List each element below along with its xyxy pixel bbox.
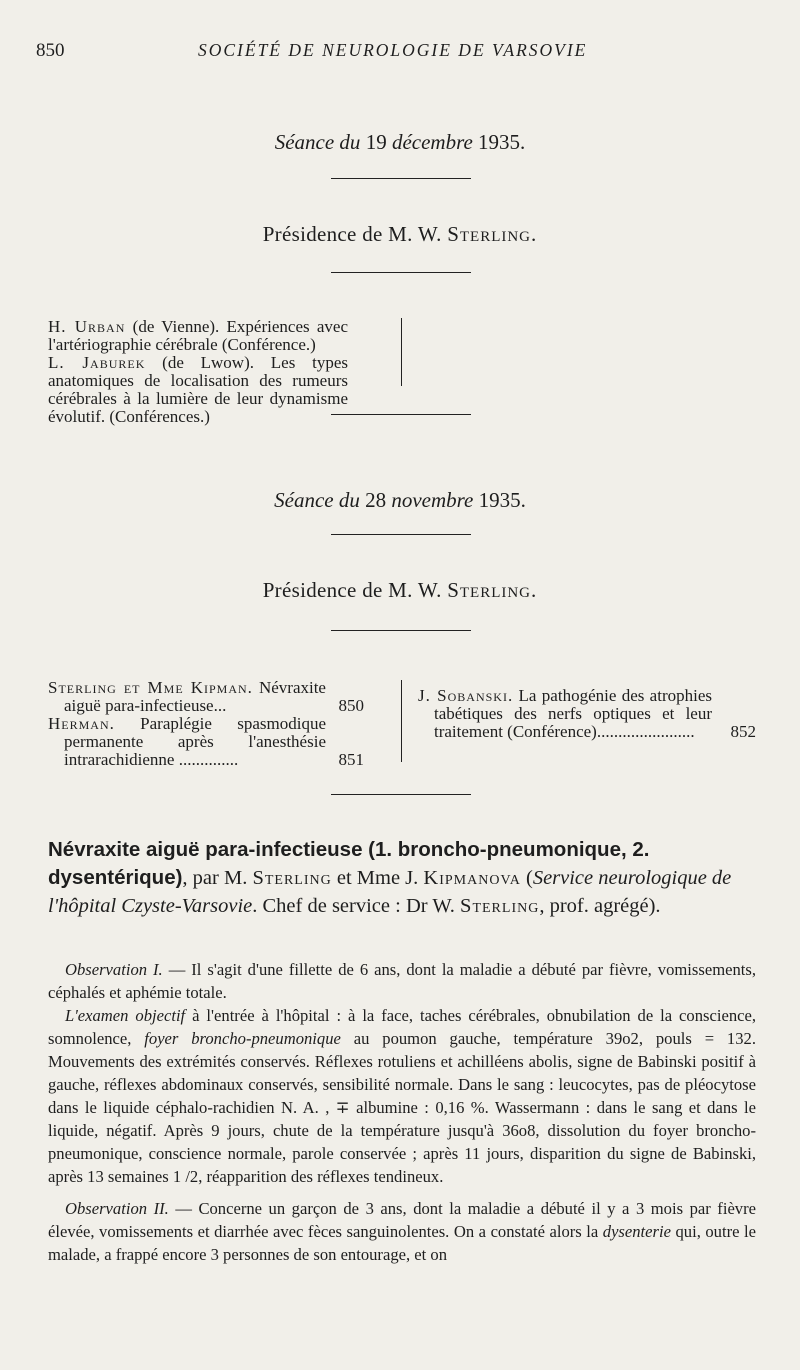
divider xyxy=(331,534,471,535)
divider xyxy=(331,794,471,795)
examen-paragraph xyxy=(48,1004,756,1188)
president-name: Sterling. xyxy=(447,222,538,246)
presidence-prefix: Présidence de M. W. xyxy=(262,578,442,602)
column-divider xyxy=(401,680,402,762)
toc-entry xyxy=(48,679,364,715)
service-open: ( xyxy=(520,867,533,889)
session-1-month: décembre xyxy=(391,130,473,154)
toc-1-entry-2-text: (de Lwow). Les types anatomiques de localisation des rumeurs cérébrales à la lumière de leur dynamisme évolutif. (Conférences.) xyxy=(48,353,348,426)
presidence-prefix: Présidence de M. W. xyxy=(262,222,442,246)
divider xyxy=(331,272,471,273)
toc-1-entry-1-author: H. Urban xyxy=(48,317,126,336)
session-2-title-prefix: Séance du xyxy=(274,488,360,512)
service-close: . Chef de service : Dr W. xyxy=(252,895,461,917)
divider xyxy=(331,178,471,179)
toc-entry-title: Paraplégie spasmodique permanente après l'anesthésie intrarachidienne .............. xyxy=(64,714,326,769)
toc-entry xyxy=(48,715,364,769)
article-title-main: Névraxite aiguë para-infectieuse (1. broncho-pneumonique, 2. dysentérique) xyxy=(48,838,650,889)
toc-entry-page: 852 xyxy=(730,722,756,741)
session-1-title xyxy=(0,130,800,155)
session-1-presidence xyxy=(0,222,800,247)
session-2-title xyxy=(0,488,800,513)
toc-entry-page: 850 xyxy=(338,696,364,715)
session-2-year: 1935. xyxy=(478,488,526,512)
page-number: 850 xyxy=(36,40,65,61)
observation-2-text-b: qui, outre le malade, a frappé encore 3 personnes de son entourage, et on xyxy=(48,1222,756,1264)
session-1-title-prefix: Séance du xyxy=(274,130,361,154)
article-title-par: , par M. xyxy=(182,867,253,889)
examen-label: L'examen objectif xyxy=(65,1006,186,1025)
observation-1-paragraph xyxy=(48,958,756,1004)
toc-entry-authors: Herman. xyxy=(48,714,115,733)
divider xyxy=(331,414,471,415)
column-divider xyxy=(401,318,402,386)
author-1: Sterling xyxy=(252,867,332,889)
running-head: SOCIÉTÉ DE NEUROLOGIE DE VARSOVIE xyxy=(198,40,588,60)
session-2-month: novembre xyxy=(391,488,474,512)
toc-entry-authors: Sterling et Mme Kipman. xyxy=(48,678,253,697)
session-1-year: 1935. xyxy=(478,130,526,154)
observation-2-label: Observation II. xyxy=(65,1199,169,1218)
toc-entry-authors: J. Sobanski. xyxy=(418,686,514,705)
observation-1-label: Observation I. xyxy=(65,960,163,979)
toc-entry-title: Névraxite aiguë para-infectieuse... xyxy=(64,678,326,715)
article-title xyxy=(48,836,758,920)
toc-entry xyxy=(418,687,756,741)
toc-2-right-column xyxy=(418,687,756,741)
article-title-et: et Mme J. xyxy=(331,867,424,889)
toc-1-entry-1-text: (de Vienne). Expériences avec l'artériographie cérébrale (Conférence.) xyxy=(48,317,348,354)
observation-2-paragraph xyxy=(48,1197,756,1266)
examen-foyer: foyer broncho-pneumonique xyxy=(144,1029,341,1048)
session-2-day: 28 xyxy=(365,488,387,512)
author-2: Kipmanova xyxy=(423,867,521,889)
examen-text-b: au poumon gauche, température 39o2, pouls = 132. Mouvements des extrémités conservés. Réflexes rotuliens et achilléens abolis, signe de Babinski positif à gauche, réflexes abdominaux conservés, sensibilité normale. Dans le sang : leucocytes, pas de pléocytose dans le liquide céphalo-rachidien N. A. , ∓ albumine : 0,16 %. Wassermann : dans le sang et dans le liquide, négatif. Après 9 jours, chute de la température jusqu'à 36o8, dissolution du foyer broncho-pneumonique, conscience normale, parole conservée ; après 11 jours, disparition du signe de Babinski, après 13 semaines 1 /2, réapparition des réflexes tendineux. xyxy=(48,1029,756,1186)
service-name: Service neurologique de l'hôpital Czyste-Varsovie xyxy=(48,867,732,917)
observation-2-text-a: — Concerne un garçon de 3 ans, dont la maladie a débuté il y a 3 mois par fièvre élevée, vomissements et diarrhée avec fèces sanguinolentes. On a constaté alors la xyxy=(48,1199,756,1241)
toc-1-left-column xyxy=(48,318,348,426)
chief-name: Sterling xyxy=(460,895,540,917)
toc-1-entry-2-author: L. Jaburek xyxy=(48,353,146,372)
observation-1-text: — Il s'agit d'une fillette de 6 ans, dont la maladie a débuté par fièvre, vomissements, céphalés et aphémie totale. xyxy=(48,960,756,1002)
toc-2-left-column xyxy=(48,679,364,769)
divider xyxy=(331,630,471,631)
toc-entry-title: La pathogénie des atrophies tabétiques des nerfs optiques et leur traitement (Conférence)....................... xyxy=(434,686,712,741)
session-1-day: 19 xyxy=(365,130,387,154)
article-body xyxy=(48,958,756,1266)
examen-text-a: à l'entrée à l'hôpital : à la face, taches cérébrales, obnubilation de la conscience, somnolence, xyxy=(48,1006,756,1048)
president-name: Sterling. xyxy=(447,578,538,602)
observation-2-dysenterie: dysenterie xyxy=(602,1222,671,1241)
session-2-presidence xyxy=(0,578,800,603)
chief-title: , prof. agrégé). xyxy=(539,895,661,917)
toc-entry-page: 851 xyxy=(338,750,364,769)
